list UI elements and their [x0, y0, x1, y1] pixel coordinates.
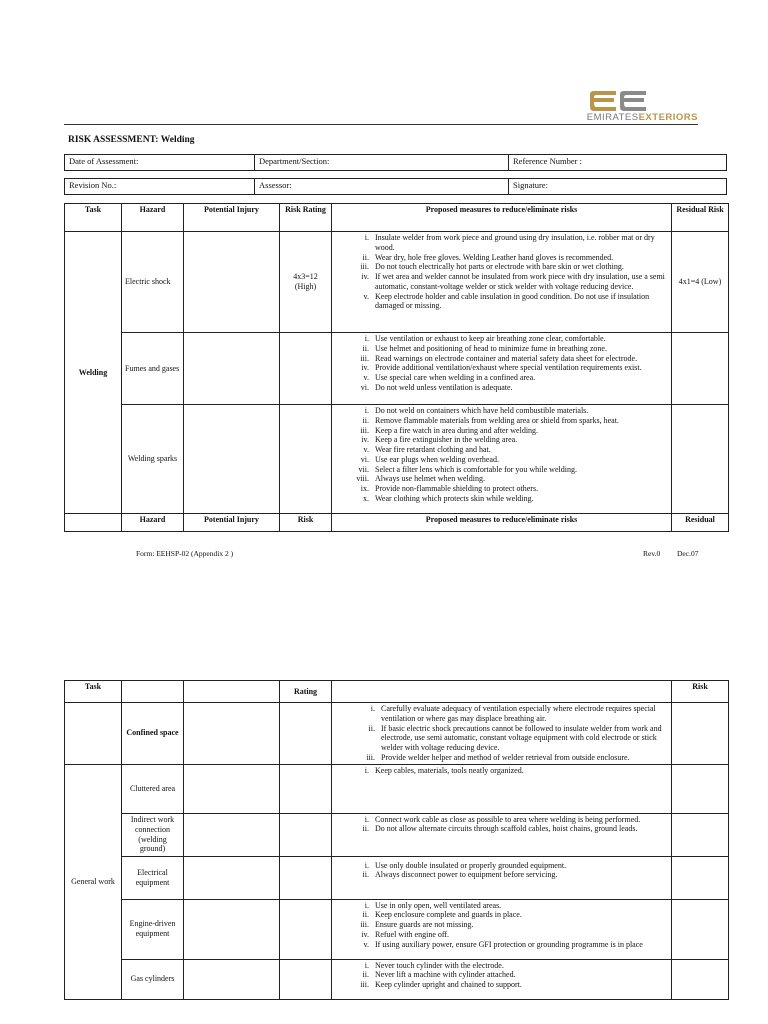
assessor-field: Assessor: — [255, 179, 509, 195]
hazard-electrical-equipment: Electrical equipment — [122, 856, 184, 899]
list-item: vi. Do not weld unless ventilation is adequate. — [371, 383, 668, 393]
residual-risk-cell — [672, 405, 729, 514]
measures-fumes-gases — [332, 333, 672, 405]
revision-field: Revision No.: — [65, 179, 255, 195]
footer-measures: Proposed measures to reduce/eliminate risks — [332, 514, 672, 532]
assessment-info-table — [64, 154, 727, 171]
list-item: v. If using auxiliary power, ensure GFI protection or grounding programme is in place — [371, 940, 668, 950]
footer-hazard: Hazard — [122, 514, 184, 532]
hazard-cluttered-area: Cluttered area — [122, 764, 184, 813]
footer-residual: Residual — [672, 514, 729, 532]
header-hazard-blank — [122, 681, 184, 703]
injury-cell — [184, 232, 280, 333]
header-divider — [64, 124, 698, 125]
task-cell — [65, 703, 122, 765]
list-item: iii. Read warnings on electrode container and material safety data sheet for electrode. — [371, 354, 668, 364]
list-item: ii. Wear dry, hole free gloves. Welding Leather hand gloves is recommended. — [371, 253, 668, 263]
list-item: i. Do not weld on containers which have held combustible materials. — [371, 406, 668, 416]
injury-cell — [184, 764, 280, 813]
list-item: ii. Use helmet and positioning of head to minimize fume in breathing zone. — [371, 344, 668, 354]
header-rating: Rating — [280, 681, 332, 703]
list-item: v. Use special care when welding in a confined area. — [371, 373, 668, 383]
list-item: i. Use in only open, well ventilated areas. — [371, 901, 668, 911]
header-hazard: Hazard — [122, 204, 184, 232]
list-item: ii. Never lift a machine with cylinder attached. — [371, 970, 668, 980]
revision-label: Rev.0 — [643, 549, 661, 558]
header-task: Task — [65, 204, 122, 232]
list-item: iv. If wet area and welder cannot be insulated from work piece with dry insulation, use a semi automatic, constant-voltage welder or stick welder with voltage reducing device. — [371, 272, 668, 292]
residual-cell — [672, 899, 729, 959]
ee-logo-icon — [588, 90, 650, 112]
list-item: ii. Always disconnect power to equipment before servicing. — [371, 870, 668, 880]
task-welding: Welding — [65, 232, 122, 514]
header-injury-blank — [184, 681, 280, 703]
list-item: ii. Remove flammable materials from welding area or shield from sparks, heat. — [371, 416, 668, 426]
residual-cell — [672, 703, 729, 765]
residual-cell — [672, 959, 729, 999]
measures-welding-sparks — [332, 405, 672, 514]
list-item: i. Keep cables, materials, tools neatly organized. — [371, 766, 668, 776]
rating-cell — [280, 813, 332, 856]
residual-risk-value: 4x1=4 (Low) — [672, 232, 729, 333]
measures-gas-cylinders — [332, 959, 672, 999]
risk-table-page1 — [64, 203, 729, 532]
rating-cell — [280, 856, 332, 899]
injury-cell — [184, 703, 280, 765]
list-item: i. Never touch cylinder with the electrode. — [371, 961, 668, 971]
footer-potential-injury: Potential Injury — [184, 514, 280, 532]
header-measures-blank — [332, 681, 672, 703]
injury-cell — [184, 333, 280, 405]
list-item: v. Keep electrode holder and cable insulation in good condition. Do not use if insulation damaged or missing. — [371, 292, 668, 312]
list-item: iii. Ensure guards are not missing. — [371, 920, 668, 930]
hazard-confined-space: Confined space — [122, 703, 184, 765]
residual-risk-cell — [672, 333, 729, 405]
list-item: iv. Provide additional ventilation/exhaust where special ventilation requirements exist. — [371, 363, 668, 373]
hazard-welding-sparks: Welding sparks — [122, 405, 184, 514]
injury-cell — [184, 856, 280, 899]
header-risk-rating: Risk Rating — [280, 204, 332, 232]
footer-row-blank — [65, 514, 122, 532]
measures-indirect-work-connection — [332, 813, 672, 856]
risk-rating-cell — [280, 405, 332, 514]
hazard-electric-shock: Electric shock — [122, 232, 184, 333]
list-item: iv. Keep a fire extinguisher in the welding area. — [371, 435, 668, 445]
hazard-gas-cylinders: Gas cylinders — [122, 959, 184, 999]
list-item: viii. Always use helmet when welding. — [371, 474, 668, 484]
injury-cell — [184, 959, 280, 999]
header-measures: Proposed measures to reduce/eliminate risks — [332, 204, 672, 232]
revision-info-table — [64, 178, 727, 195]
rating-cell — [280, 764, 332, 813]
measures-cluttered-area — [332, 764, 672, 813]
residual-cell — [672, 813, 729, 856]
hazard-fumes-gases: Fumes and gases — [122, 333, 184, 405]
header-potential-injury: Potential Injury — [184, 204, 280, 232]
list-item: x. Wear clothing which protects skin while welding. — [371, 494, 668, 504]
page-title: RISK ASSESSMENT: Welding — [68, 135, 195, 145]
measures-confined-space — [332, 703, 672, 765]
hazard-engine-driven-equipment: Engine-driven equipment — [122, 899, 184, 959]
measures-engine-driven-equipment — [332, 899, 672, 959]
list-item: i. Use ventilation or exhaust to keep air breathing zone clear, comfortable. — [371, 334, 668, 344]
list-item: ii. Do not allow alternate circuits through scaffold cables, hoist chains, ground leads. — [371, 824, 668, 834]
task-general-work: General work — [65, 764, 122, 999]
list-item: iii. Do not touch electrically hot parts or electrode with bare skin or wet clothing. — [371, 262, 668, 272]
hazard-indirect-work-connection: Indirect work connection (welding ground) — [122, 813, 184, 856]
injury-cell — [184, 405, 280, 514]
list-item: iv. Refuel with engine off. — [371, 930, 668, 940]
form-number: Form: EEHSP-02 (Appendix 2 ) — [136, 549, 234, 558]
list-item: i. Insulate welder from work piece and ground using dry insulation, i.e. robber mat or dry wood. — [371, 233, 668, 253]
list-item: iii. Keep cylinder upright and chained to support. — [371, 980, 668, 990]
header-risk: Risk — [672, 681, 729, 703]
header-task: Task — [65, 681, 122, 703]
company-logo — [538, 90, 700, 126]
footer-risk: Risk — [280, 514, 332, 532]
measures-electric-shock — [332, 232, 672, 333]
list-item: vi. Use ear plugs when welding overhead. — [371, 455, 668, 465]
injury-cell — [184, 899, 280, 959]
list-item: i. Connect work cable as close as possible to area where welding is being performed. — [371, 815, 668, 825]
residual-cell — [672, 856, 729, 899]
risk-table-page2 — [64, 680, 729, 1000]
date-label: Dec.07 — [677, 549, 699, 558]
risk-rating-cell — [280, 333, 332, 405]
list-item: ii. Keep enclosure complete and guards in place. — [371, 910, 668, 920]
injury-cell — [184, 813, 280, 856]
header-residual-risk: Residual Risk — [672, 204, 729, 232]
department-field: Department/Section: — [255, 155, 509, 171]
rating-cell — [280, 703, 332, 765]
date-of-assessment-field: Date of Assessment: — [65, 155, 255, 171]
list-item: ii. If basic electric shock precautions cannot be followed to insulate welder from work and electrode, use semi automatic, constant voltage equipment with cold electrode or stick welder with voltage reducing device. — [377, 724, 668, 753]
list-item: ix. Provide non-flammable shielding to protect others. — [371, 484, 668, 494]
list-item: i. Carefully evaluate adequacy of ventilation especially where electrode requires special ventilation or where gas may displace breathing air. — [377, 704, 668, 724]
logo-wordmark: EMIRATESEXTERIORS — [586, 112, 698, 123]
list-item: iii. Keep a fire watch in area during and after welding. — [371, 426, 668, 436]
risk-rating-value: 4x3=12 (High) — [280, 232, 332, 333]
rating-cell — [280, 959, 332, 999]
residual-cell — [672, 764, 729, 813]
reference-number-field: Reference Number : — [509, 155, 727, 171]
measures-electrical-equipment — [332, 856, 672, 899]
list-item: i. Use only double insulated or properly grounded equipment. — [371, 861, 668, 871]
rating-cell — [280, 899, 332, 959]
list-item: v. Wear fire retardant clothing and hat. — [371, 445, 668, 455]
signature-field: Signature: — [509, 179, 727, 195]
list-item: iii. Provide welder helper and method of welder retrieval from outside enclosure. — [377, 753, 668, 763]
list-item: vii. Select a filter lens which is comfortable for you while welding. — [371, 465, 668, 475]
